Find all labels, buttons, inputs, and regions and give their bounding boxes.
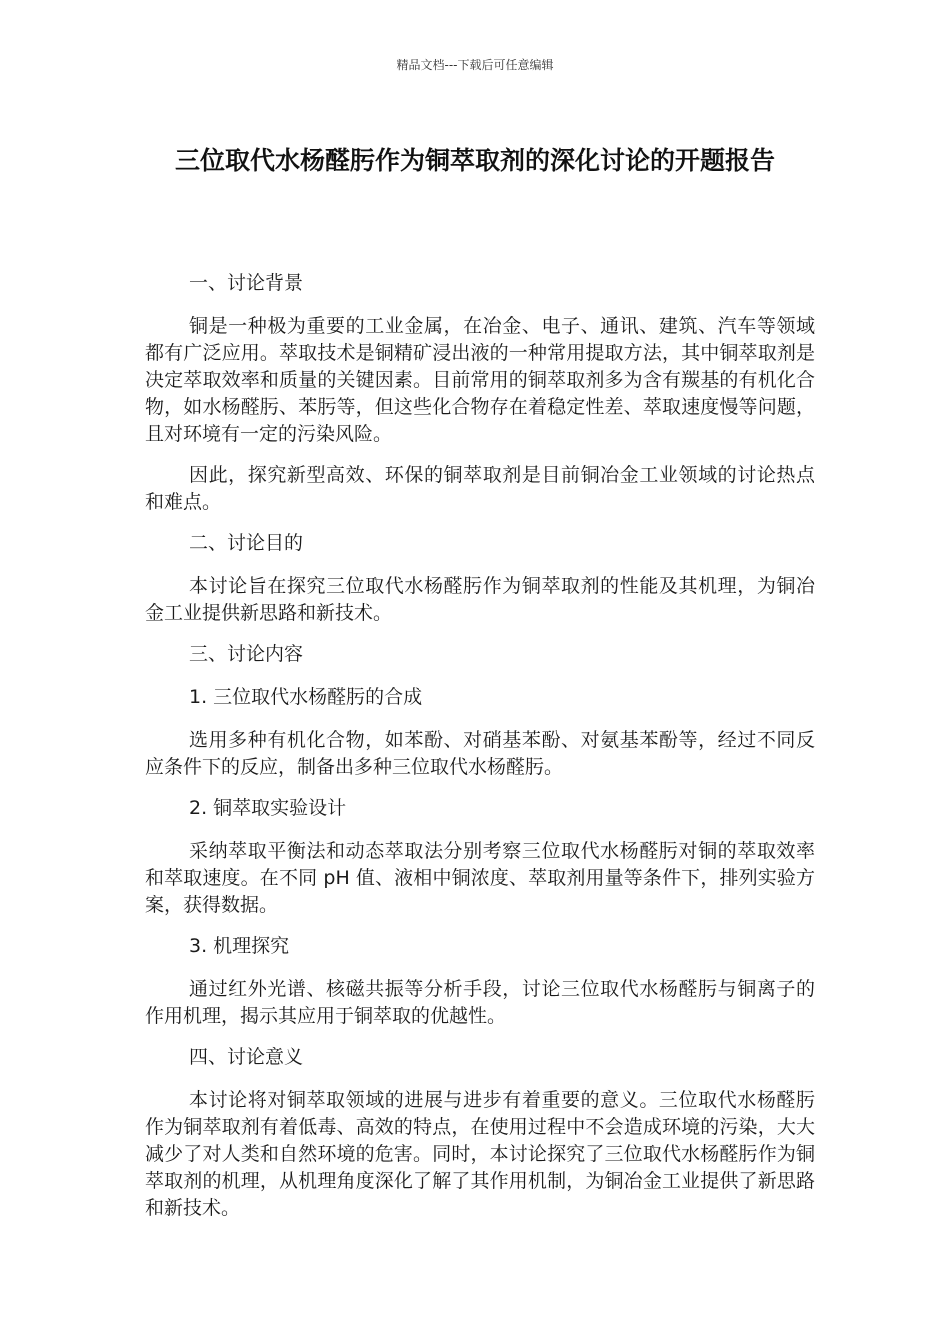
section-heading-purpose: 二、讨论目的 [189, 532, 304, 554]
section-heading-content: 三、讨论内容 [189, 643, 304, 665]
page-header: 精品文档---下载后可任意编辑 [396, 58, 554, 72]
paragraph-mechanism: 通过红外光谱、核磁共振等分析手段，讨论三位取代水杨醛肟与铜离子的作用机理，揭示其应用于铜萃取的优越性。 [145, 978, 815, 1027]
document-title: 三位取代水杨醛肟作为铜萃取剂的深化讨论的开题报告 [174, 146, 775, 175]
paragraph-purpose: 本讨论旨在探究三位取代水杨醛肟作为铜萃取剂的性能及其机理，为铜冶金工业提供新思路和新技术。 [145, 575, 815, 624]
section-heading-significance: 四、讨论意义 [189, 1046, 304, 1068]
paragraph-synthesis: 选用多种有机化合物，如苯酚、对硝基苯酚、对氨基苯酚等，经过不同反应条件下的反应，制备出多种三位取代水杨醛肟。 [145, 729, 815, 778]
paragraph-background: 铜是一种极为重要的工业金属，在冶金、电子、通讯、建筑、汽车等领域都有广泛应用。萃取技术是铜精矿浸出液的一种常用提取方法，其中铜萃取剂是决定萃取效率和质量的关键因素。目前常用的铜萃取剂多为含有羰基的有机化合物，如水杨醛肟、苯肟等，但这些化合物存在着稳定性差、萃取速度慢等问题，且对环境有一定的污染风险。 [145, 315, 815, 445]
subheading-experiment-design: 2. 铜萃取实验设计 [189, 797, 347, 819]
document-body [145, 270, 815, 1236]
section-heading-background: 一、讨论背景 [189, 272, 304, 294]
paragraph-experiment-design: 采纳萃取平衡法和动态萃取法分别考察三位取代水杨醛肟对铜的萃取效率和萃取速度。在不同 pH 值、液相中铜浓度、萃取剂用量等条件下，排列实验方案，获得数据。 [145, 840, 815, 916]
subheading-mechanism: 3. 机理探究 [189, 935, 290, 957]
paragraph-background-conclusion: 因此，探究新型高效、环保的铜萃取剂是目前铜冶金工业领域的讨论热点和难点。 [145, 464, 815, 513]
subheading-synthesis: 1. 三位取代水杨醛肟的合成 [189, 686, 423, 708]
paragraph-significance: 本讨论将对铜萃取领域的进展与进步有着重要的意义。三位取代水杨醛肟作为铜萃取剂有着低毒、高效的特点，在使用过程中不会造成环境的污染，大大减少了对人类和自然环境的危害。同时，本讨论探究了三位取代水杨醛肟作为铜萃取剂的机理，从机理角度深化了解了其作用机制，为铜冶金工业提供了新思路和新技术。 [145, 1089, 815, 1219]
